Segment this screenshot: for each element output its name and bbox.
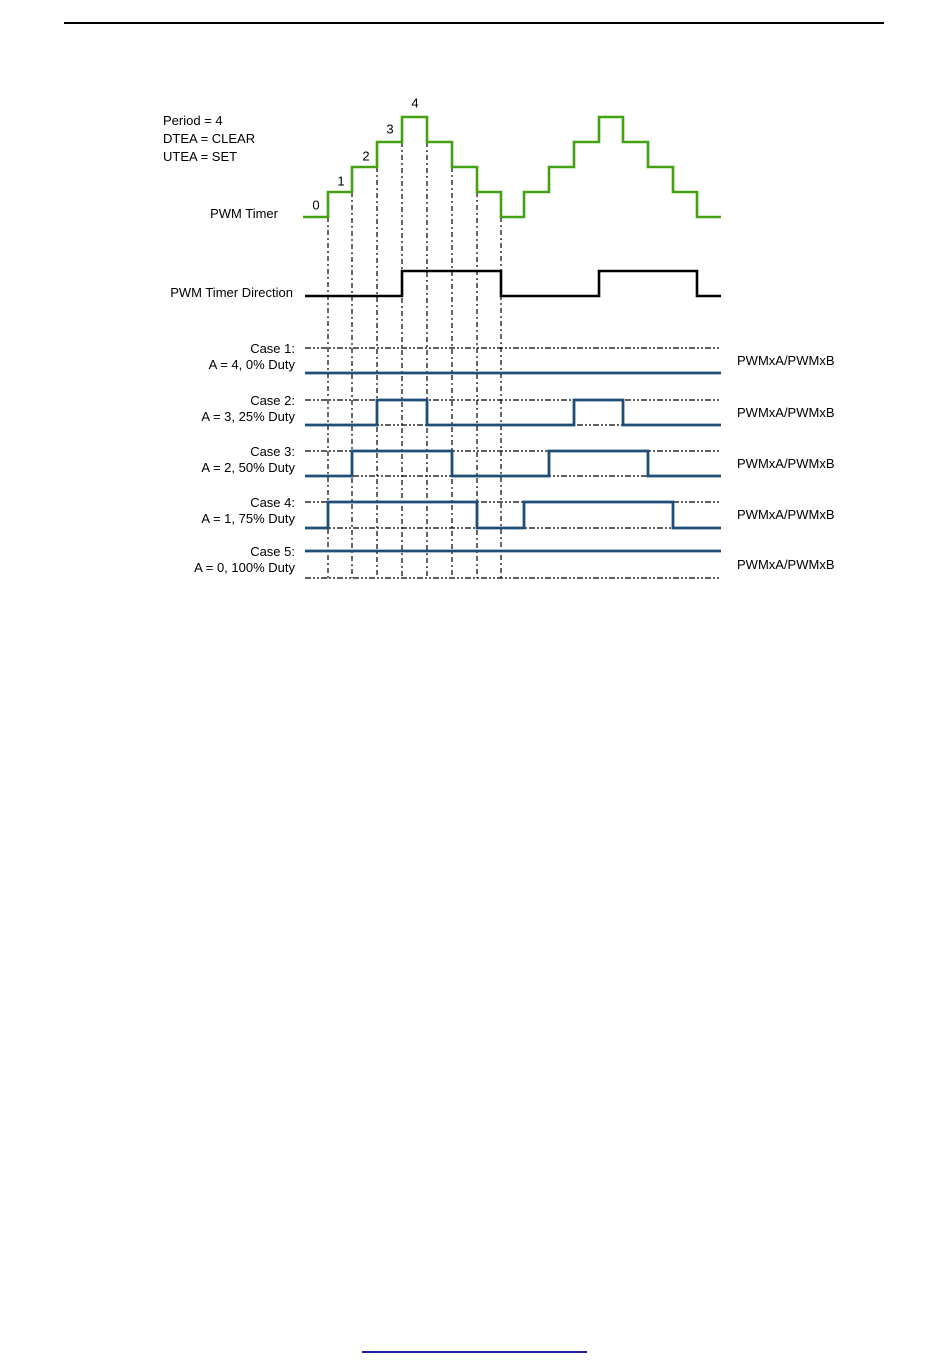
case-3-waveform bbox=[305, 451, 721, 476]
case-3-title: Case 3: bbox=[250, 444, 295, 459]
case-2-output-label: PWMxA/PWMxB bbox=[737, 405, 835, 420]
case-4-label bbox=[201, 495, 295, 526]
case-4-waveform bbox=[305, 502, 721, 528]
case-2-label bbox=[201, 393, 295, 424]
pwm-timer-direction-waveform bbox=[305, 271, 721, 296]
case-1-label bbox=[209, 341, 295, 372]
timer-count-label-0: 0 bbox=[312, 197, 320, 213]
case-3-output-label: PWMxA/PWMxB bbox=[737, 456, 835, 471]
case-3-subtitle: A = 2, 50% Duty bbox=[201, 459, 295, 475]
case-4-title: Case 4: bbox=[250, 495, 295, 510]
case-5-subtitle: A = 0, 100% Duty bbox=[194, 559, 295, 575]
case-1-output-label: PWMxA/PWMxB bbox=[737, 353, 835, 368]
utea-annotation: UTEA = SET bbox=[163, 149, 238, 164]
timer-count-label-3: 3 bbox=[386, 121, 394, 137]
pwm-timer-waveform bbox=[303, 117, 721, 217]
timer-count-label-2: 2 bbox=[362, 148, 370, 164]
case-1-title: Case 1: bbox=[250, 341, 295, 356]
timer-count-label-1: 1 bbox=[337, 173, 345, 189]
case-2-subtitle: A = 3, 25% Duty bbox=[201, 408, 295, 424]
pwm-timing-diagram bbox=[0, 0, 950, 620]
case-1-subtitle: A = 4, 0% Duty bbox=[208, 356, 295, 372]
case-5-title: Case 5: bbox=[250, 544, 295, 559]
case-2-waveform bbox=[305, 400, 721, 425]
case-4-subtitle: A = 1, 75% Duty bbox=[201, 510, 295, 526]
page-footer-rule bbox=[362, 1351, 587, 1353]
case-5-output-label: PWMxA/PWMxB bbox=[737, 557, 835, 572]
case-5-label bbox=[194, 544, 295, 575]
timer-config-annotations bbox=[163, 112, 255, 166]
pwm-timer-label: PWM Timer bbox=[210, 206, 278, 221]
timer-count-label-4: 4 bbox=[411, 95, 419, 111]
case-2-title: Case 2: bbox=[250, 393, 295, 408]
pwm-timer-direction-label: PWM Timer Direction bbox=[170, 285, 293, 300]
case-3-label bbox=[201, 444, 295, 475]
period-annotation: Period = 4 bbox=[163, 113, 223, 128]
case-4-output-label: PWMxA/PWMxB bbox=[737, 507, 835, 522]
dtea-annotation: DTEA = CLEAR bbox=[163, 131, 256, 146]
